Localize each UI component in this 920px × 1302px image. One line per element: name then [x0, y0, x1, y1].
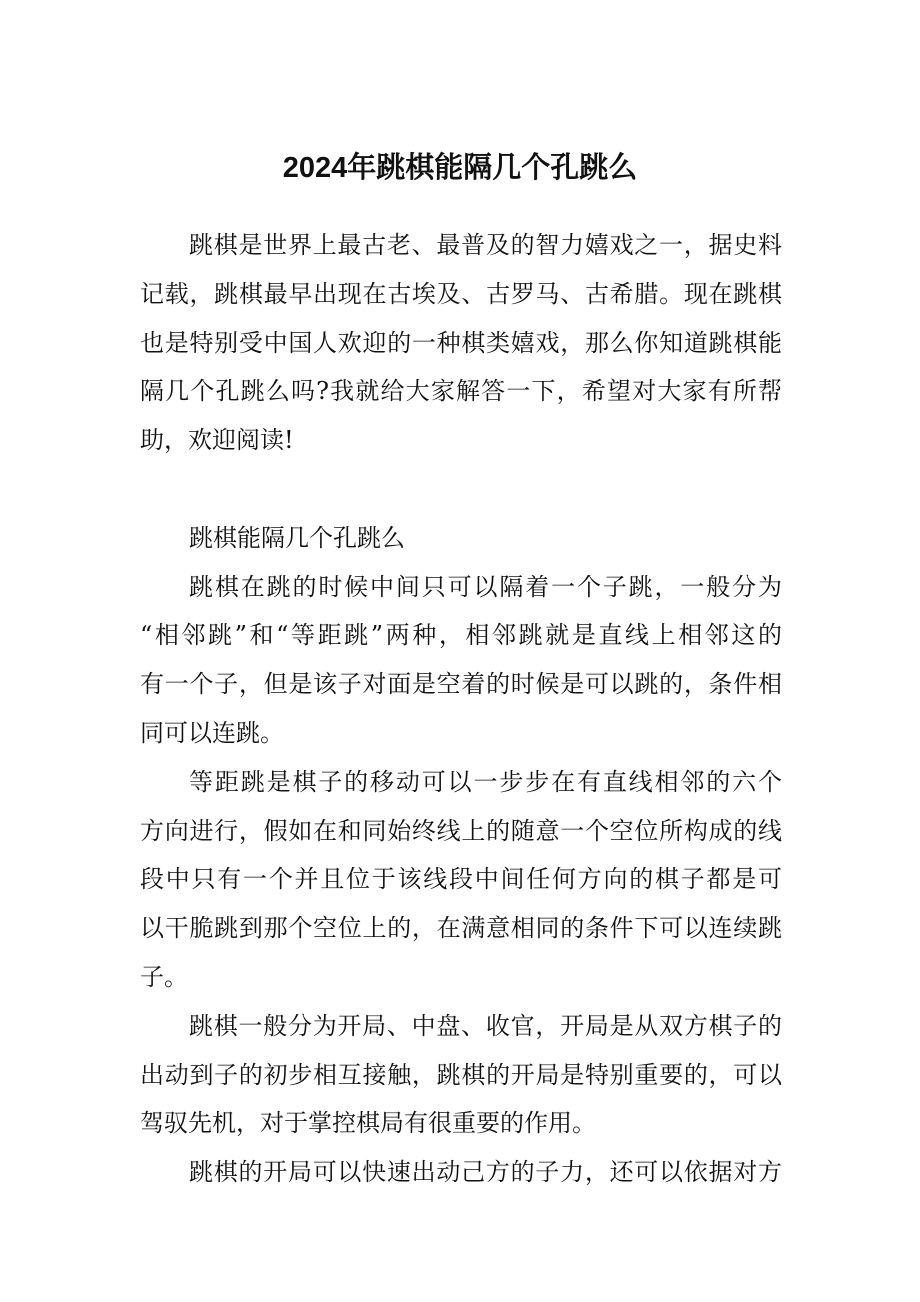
- text-line: 记载，跳棋最早出现在古埃及、古罗马、古希腊。现在跳棋: [140, 279, 782, 308]
- text-line: 以干脆跳到那个空位上的，在满意相同的条件下可以连续跳: [140, 914, 782, 943]
- text-line: 等距跳是棋子的移动可以一步步在有直线相邻的六个: [189, 767, 782, 796]
- text-line: 跳棋是世界上最古老、最普及的智力嬉戏之一，据史料: [189, 231, 782, 259]
- text-line: 跳棋在跳的时候中间只可以隔着一个子跳，一般分为: [189, 572, 782, 601]
- text-line: 跳棋的开局可以快速出动己方的子力，还可以依据对方: [189, 1158, 782, 1187]
- text-line: 助，欢迎阅读!: [140, 426, 294, 455]
- text-line: 也是特别受中国人欢迎的一种棋类嬉戏，那么你知道跳棋能: [140, 328, 782, 357]
- text-line: 同可以连跳。: [140, 718, 284, 747]
- text-line: 出动到子的初步相互接触，跳棋的开局是特别重要的，可以: [140, 1060, 782, 1089]
- paragraph: [140, 1002, 782, 1148]
- text-line: 跳棋一般分为开局、中盘、收官，开局是从双方棋子的: [189, 1011, 782, 1040]
- section-heading: [140, 514, 782, 563]
- paragraph: [140, 758, 782, 1002]
- document-title: 2024年跳棋能隔几个孔跳么: [282, 152, 638, 184]
- text-line: “相邻跳”和“等距跳”两种，相邻跳就是直线上相邻这的: [140, 621, 782, 650]
- text-line: 段中只有一个并且位于该线段中间任何方向的棋子都是可: [140, 865, 782, 894]
- text-line: 隔几个孔跳么吗?我就给大家解答一下，希望对大家有所帮: [140, 377, 782, 406]
- document-body: [140, 221, 782, 1197]
- heading-line: 跳棋能隔几个孔跳么: [189, 523, 405, 552]
- paragraph-intro: [140, 221, 782, 465]
- text-line: 有一个子，但是该子对面是空着的时候是可以跳的，条件相: [140, 670, 782, 699]
- blank-line: [140, 465, 782, 514]
- text-line: 子。: [140, 962, 188, 991]
- paragraph: [140, 563, 782, 758]
- paragraph: [140, 1148, 782, 1197]
- text-line: 方向进行，假如在和同始终线上的随意一个空位所构成的线: [140, 816, 782, 845]
- text-line: 驾驭先机，对于掌控棋局有很重要的作用。: [140, 1109, 596, 1138]
